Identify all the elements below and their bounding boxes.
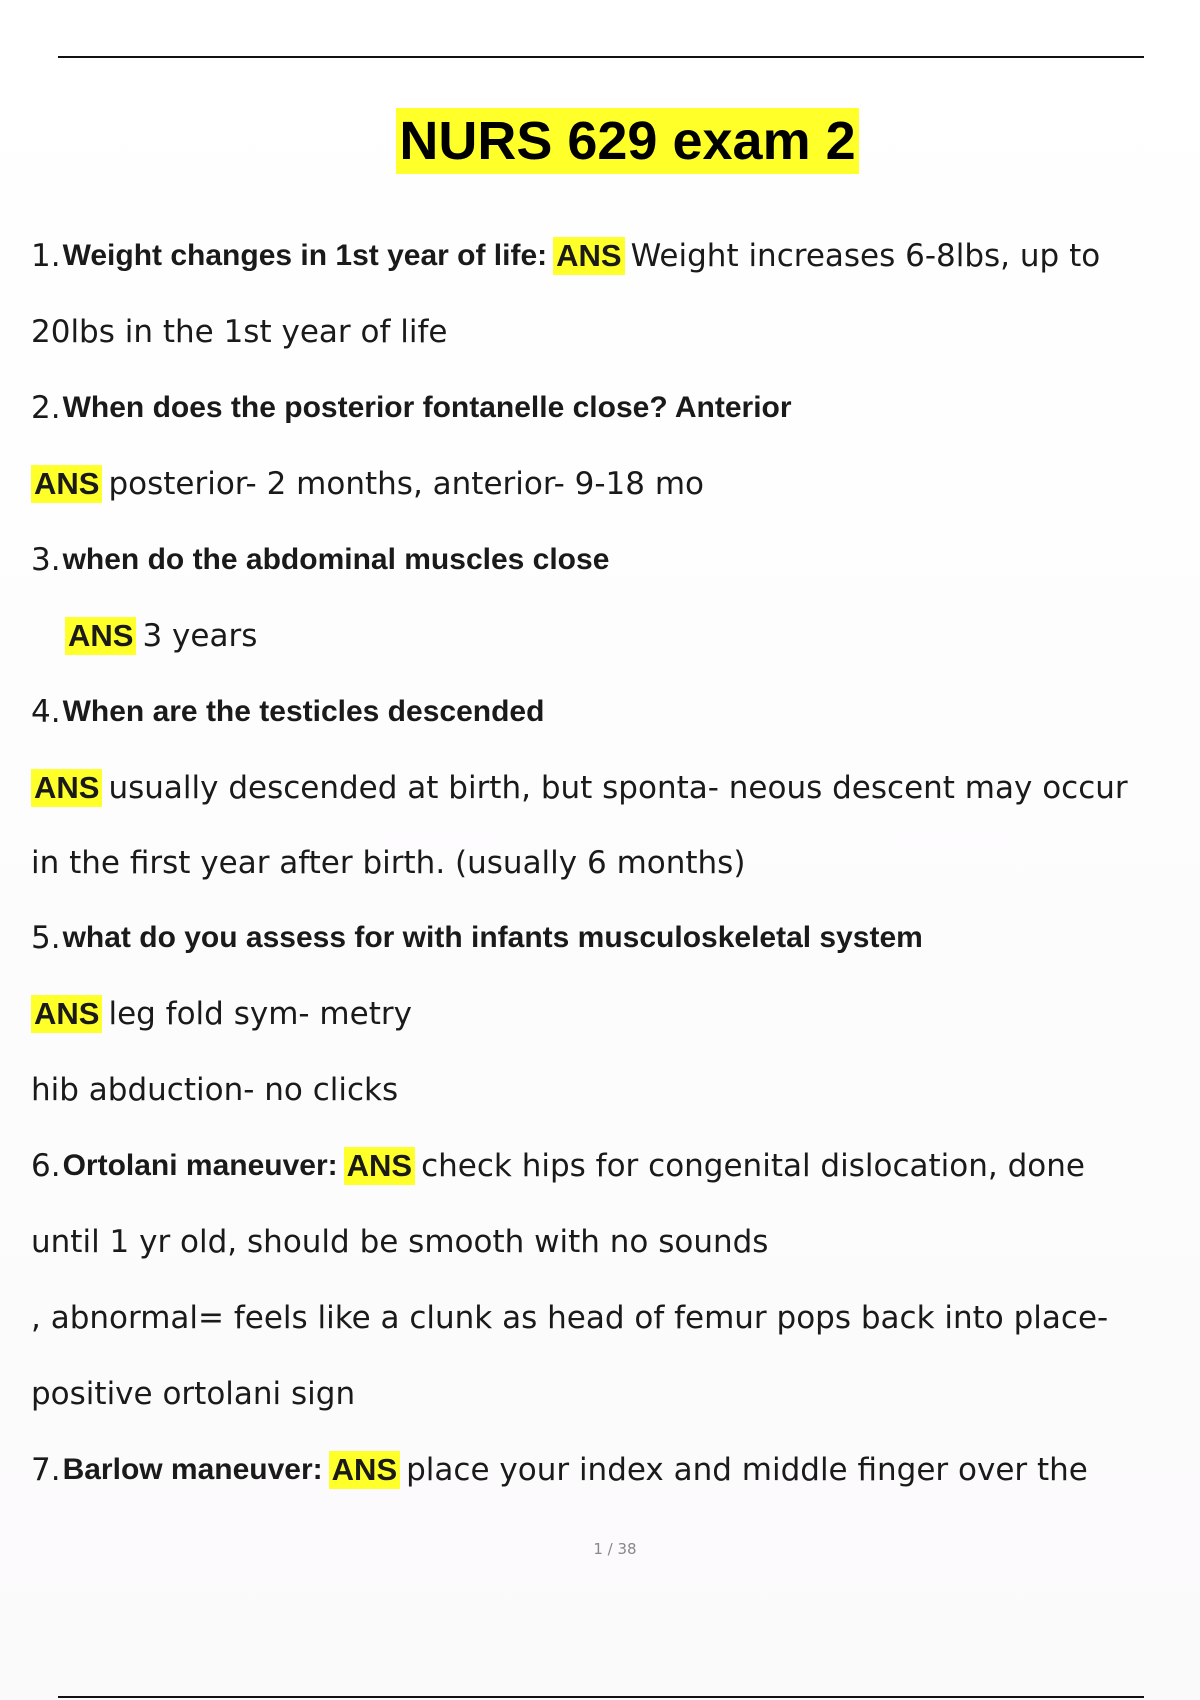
answer-text: 20lbs in the 1st year of life [31,314,448,350]
answer-text: usually descended at birth, but sponta- neous descent may occur [108,770,1128,806]
document-title: NURS 629 exam 2 [396,108,858,174]
answer-text: posterior- 2 months, anterior- 9-18 mo [108,466,705,502]
answer-text: place your index and middle finger over the [406,1452,1088,1488]
answer-text: Weight increases 6-8lbs, up to [630,238,1101,274]
answer-text: until 1 yr old, should be smooth with no sounds [31,1224,769,1260]
top-rule [58,56,1144,58]
item-number: 7. [31,1452,61,1488]
qa-item-6-line-1 [31,1128,1181,1204]
item-number: 1. [31,238,61,274]
question-text: Barlow maneuver: [62,1453,323,1486]
answer-text: hib abduction- no clicks [31,1072,399,1108]
qa-item-4-question [31,674,1181,750]
item-number: 3. [31,542,61,578]
bottom-rule [58,1696,1144,1698]
answer-text: check hips for congenital dislocation, done [421,1148,1085,1184]
qa-item-1-line-2 [31,294,1181,370]
answer-text: 3 years [142,618,258,654]
answer-text: , abnormal= feels like a clunk as head of femur pops back into place- [31,1300,1109,1336]
qa-item-6-line-4 [31,1356,1181,1432]
answer-text: leg fold sym- metry [108,996,412,1032]
ans-label: ANS [553,237,624,275]
answer-text: positive ortolani sign [31,1376,356,1412]
qa-item-4-answer-cont [31,826,1181,900]
qa-item-1-line-1 [31,218,1181,294]
item-number: 2. [31,390,61,426]
question-text: what do you assess for with infants musculoskeletal system [62,921,923,954]
qa-item-5-answer [31,976,1181,1052]
qa-list [31,218,1181,1508]
qa-item-5-answer-cont [31,1052,1181,1128]
item-number: 6. [31,1148,61,1184]
qa-item-4-answer [31,750,1181,826]
answer-text: in the first year after birth. (usually 6 months) [31,845,746,881]
qa-item-6-line-3 [31,1280,1181,1356]
qa-item-5-question [31,900,1181,976]
ans-label: ANS [65,617,136,655]
ans-label: ANS [31,465,102,503]
page-indicator: 1 / 38 [593,1540,637,1558]
qa-item-3-question [31,522,1181,598]
qa-item-2-answer [31,446,1181,522]
ans-label: ANS [344,1147,415,1185]
item-number: 5. [31,920,61,956]
qa-item-7-line-1 [31,1432,1181,1508]
question-text: When are the testicles descended [62,695,545,728]
question-text: Weight changes in 1st year of life: [62,239,548,272]
qa-item-3-answer [31,598,1181,674]
ans-label: ANS [31,769,102,807]
question-text: When does the posterior fontanelle close? Anterior [62,391,792,424]
item-number: 4. [31,694,61,730]
question-text: Ortolani maneuver: [62,1149,338,1182]
ans-label: ANS [329,1451,400,1489]
question-text: when do the abdominal muscles close [62,543,610,576]
qa-item-2-question [31,370,1181,446]
title-container [0,108,1200,174]
qa-item-6-line-2 [31,1204,1181,1280]
ans-label: ANS [31,995,102,1033]
